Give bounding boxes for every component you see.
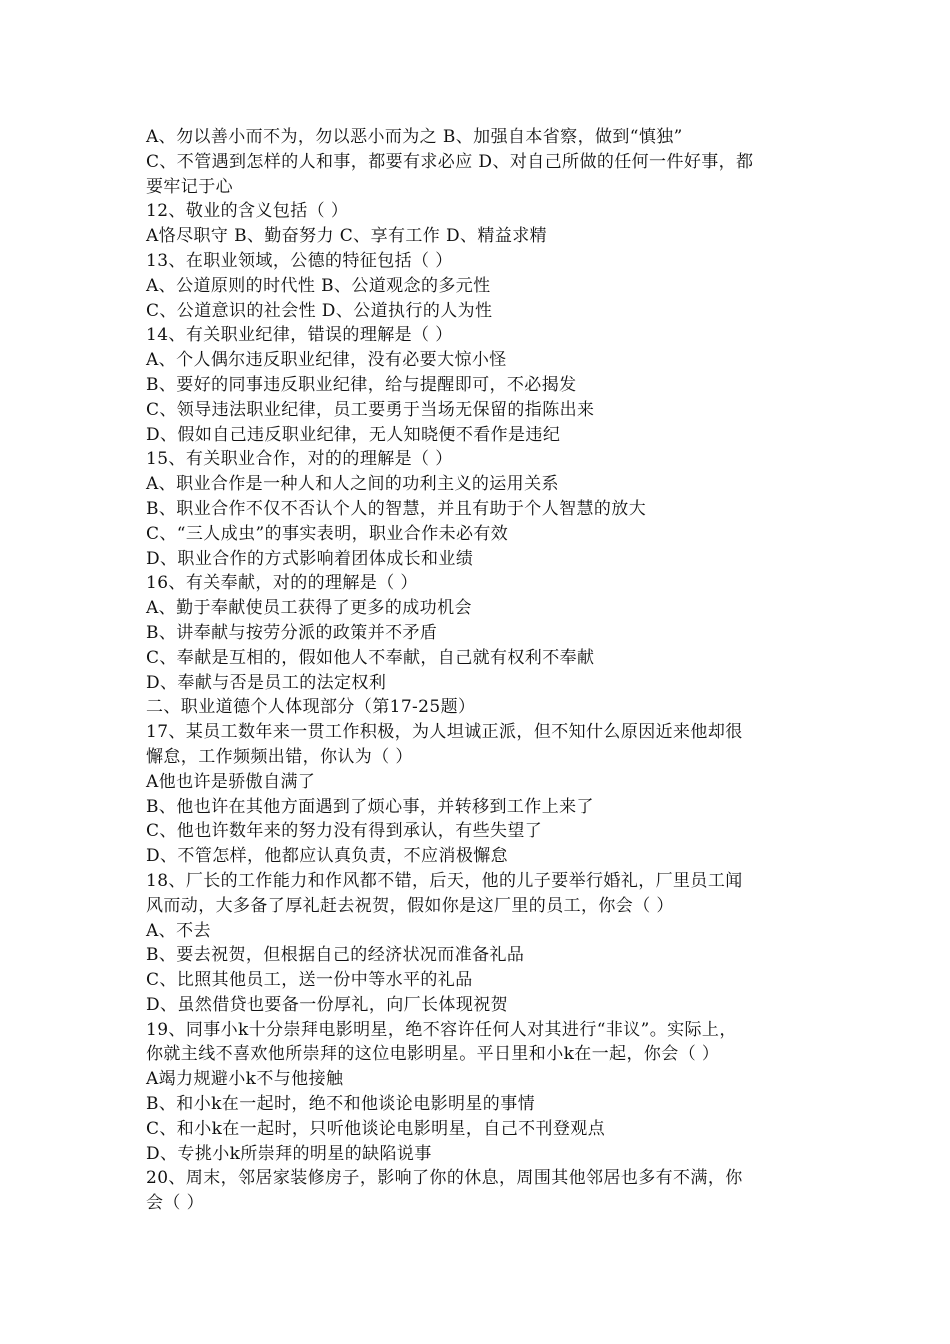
text-line: B、和小k在一起时，绝不和他谈论电影明星的事情 <box>146 1094 535 1115</box>
text-line: C、公道意识的社会性 D、公道执行的人为性 <box>146 300 493 321</box>
text-line: A竭力规避小k不与他接触 <box>146 1069 344 1090</box>
text-line: 二、职业道德个人体现部分（第17-25题） <box>146 697 476 718</box>
text-line: A恪尽职守 B、勤奋努力 C、享有工作 D、精益求精 <box>146 226 548 247</box>
text-line: A、勿以善小而不为，勿以恶小而为之 B、加强自本省察，做到“慎独” <box>146 127 683 147</box>
text-line: 风而动，大多备了厚礼赶去祝贺，假如你是这厂里的员工，你会（ ） <box>146 895 674 916</box>
text-line: D、不管怎样，他都应认真负责，不应消极懈怠 <box>146 846 509 867</box>
text-line: B、职业合作不仅不否认个人的智慧，并且有助于个人智慧的放大 <box>146 498 647 519</box>
text-line: A、公道原则的时代性 B、公道观念的多元性 <box>146 275 491 296</box>
text-line: B、要好的同事违反职业纪律，给与提醒即可，不必揭发 <box>146 374 577 395</box>
text-line: C、领导违法职业纪律，员工要勇于当场无保留的指陈出来 <box>146 399 595 420</box>
text-line: D、奉献与否是员工的法定权利 <box>146 672 387 693</box>
text-line: C、比照其他员工，送一份中等水平的礼品 <box>146 970 473 991</box>
text-line: D、职业合作的方式影响着团体成长和业绩 <box>146 548 474 569</box>
text-line: D、假如自己违反职业纪律，无人知晓便不看作是违纪 <box>146 424 561 445</box>
text-line: 你就主线不喜欢他所崇拜的这位电影明星。平日里和小k在一起，你会（ ） <box>146 1044 720 1065</box>
text-line: C、不管遇到怎样的人和事，都要有求必应 D、对自己所做的任何一件好事，都 <box>146 151 754 172</box>
text-line: A、勤于奉献使员工获得了更多的成功机会 <box>146 598 472 619</box>
text-line: C、奉献是互相的，假如他人不奉献，自己就有权利不奉献 <box>146 647 595 668</box>
text-line: D、虽然借贷也要备一份厚礼，向厂长体现祝贺 <box>146 994 509 1015</box>
text-line: C、他也许数年来的努力没有得到承认，有些失望了 <box>146 821 543 842</box>
text-line: 15、有关职业合作，对的的理解是（ ） <box>146 449 453 470</box>
text-line: C、和小k在一起时，只听他谈论电影明星，自己不刊登观点 <box>146 1118 606 1139</box>
text-line: A他也许是骄傲自满了 <box>146 771 316 792</box>
text-line: C、“三人成虫”的事实表明，职业合作未必有效 <box>146 523 509 544</box>
document-page <box>146 125 816 1216</box>
text-line: 18、厂长的工作能力和作风都不错，后天，他的儿子要举行婚礼，厂里员工闻 <box>146 870 743 891</box>
text-line: 12、敬业的含义包括（ ） <box>146 201 349 222</box>
text-line: B、讲奉献与按劳分派的政策并不矛盾 <box>146 622 438 643</box>
text-line: 20、周末，邻居家装修房子，影响了你的休息，周围其他邻居也多有不满，你 <box>146 1168 743 1189</box>
text-line: A、不去 <box>146 920 211 941</box>
text-line: 14、有关职业纪律，错误的理解是（ ） <box>146 325 453 346</box>
text-line: 懈怠，工作频频出错，你认为（ ） <box>146 746 413 767</box>
text-line: 16、有关奉献，对的的理解是（ ） <box>146 573 418 594</box>
text-line: 要牢记于心 <box>146 176 233 197</box>
text-line: A、职业合作是一种人和人之间的功利主义的运用关系 <box>146 474 559 495</box>
text-line: D、专挑小k所崇拜的明星的缺陷说事 <box>146 1143 432 1164</box>
text-line: A、个人偶尔违反职业纪律，没有必要大惊小怪 <box>146 350 507 371</box>
text-line: 13、在职业领域，公德的特征包括（ ） <box>146 250 453 271</box>
text-line: B、要去祝贺，但根据自己的经济状况而准备礼品 <box>146 945 525 966</box>
text-line: B、他也许在其他方面遇到了烦心事，并转移到工作上来了 <box>146 796 594 817</box>
text-line: 19、同事小k十分崇拜电影明星，绝不容许任何人对其进行“非议”。实际上， <box>146 1019 737 1040</box>
text-line: 会（ ） <box>146 1193 205 1214</box>
text-line: 17、某员工数年来一贯工作积极，为人坦诚正派，但不知什么原因近来他却很 <box>146 722 743 743</box>
